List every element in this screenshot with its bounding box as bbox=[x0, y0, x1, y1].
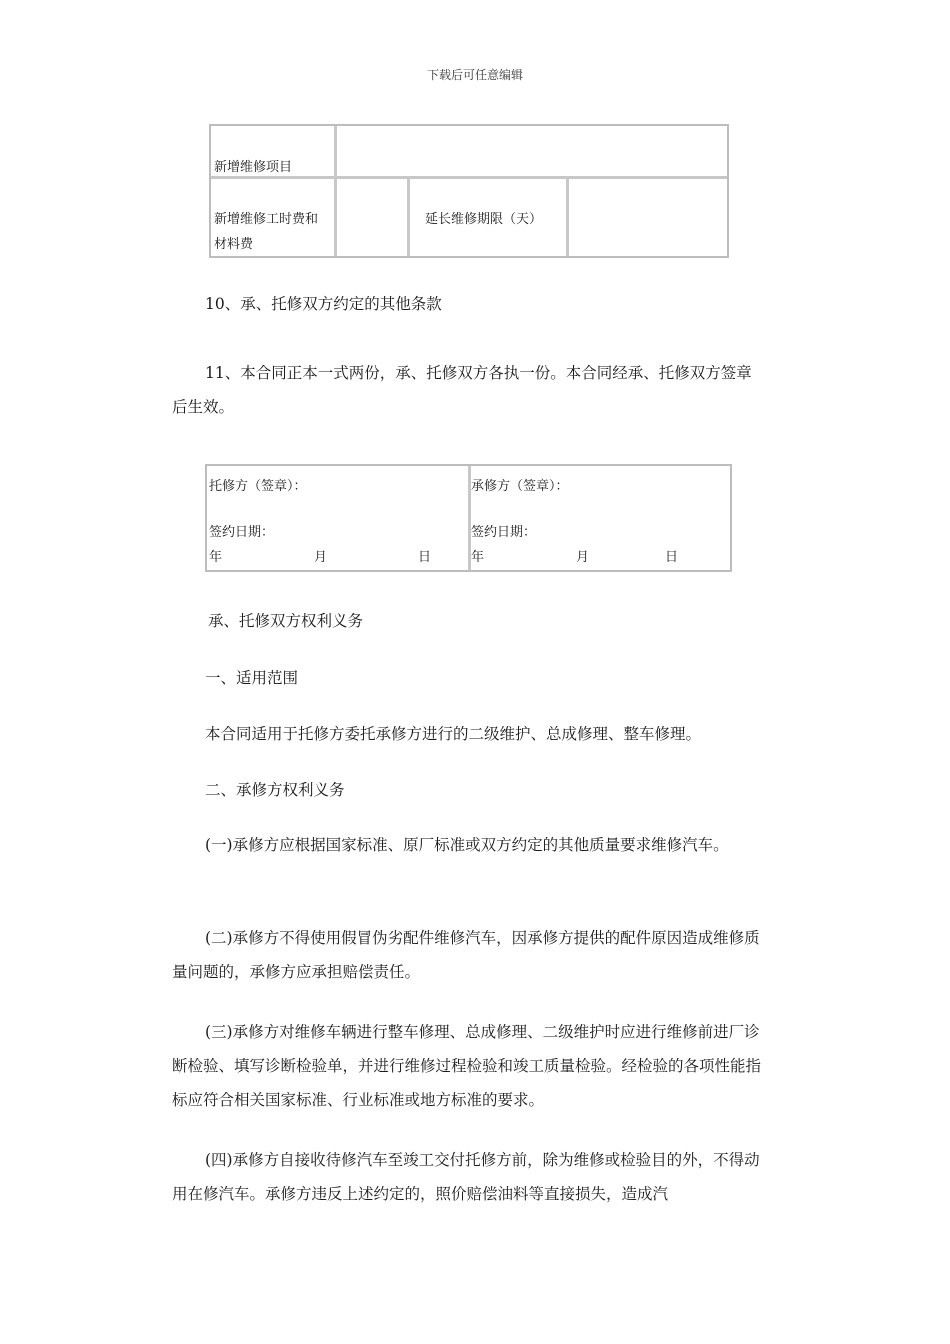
labor-material-label-1: 新增维修工时费和 bbox=[214, 212, 319, 227]
section-1-text: 本合同适用于托修方委托承修方进行的二级维护、总成修理、整车修理。 bbox=[205, 725, 702, 743]
repairer-year: 年 bbox=[471, 550, 485, 565]
labor-material-label-2: 材料费 bbox=[214, 237, 254, 252]
table-divider bbox=[211, 176, 727, 179]
item-2: (二)承修方不得使用假冒伪劣配件维修汽车，因承修方提供的配件原因造成维修质量问题的，承修方应承担赔偿责任。 bbox=[172, 929, 760, 981]
section-1-title: 一、适用范围 bbox=[205, 669, 299, 687]
item-1: (一)承修方应根据国家标准、原厂标准或双方约定的其他质量要求维修汽车。 bbox=[205, 836, 729, 854]
section-2-title: 二、承修方权利义务 bbox=[205, 781, 345, 799]
rights-title: 承、托修双方权利义务 bbox=[208, 612, 364, 630]
repairer-date-label: 签约日期： bbox=[471, 525, 537, 540]
repairer-day: 日 bbox=[665, 550, 679, 565]
header-note: 下载后可任意编辑 bbox=[426, 68, 523, 82]
table-divider bbox=[334, 126, 337, 256]
client-day: 日 bbox=[418, 550, 432, 565]
item-3: (三)承修方对维修车辆进行整车修理、总成修理、二级维护时应进行维修前进厂诊断检验、填写诊断检验单，并进行维修过程检验和竣工质量检验。经检验的各项性能指标应符合相关国家标准、行业标准或地方标准的要求。 bbox=[172, 1023, 762, 1109]
signature-table bbox=[205, 464, 732, 572]
table-divider bbox=[566, 178, 569, 256]
client-year: 年 bbox=[209, 550, 223, 565]
item-4: (四)承修方自接收待修汽车至竣工交付托修方前，除为维修或检验目的外，不得动用在修汽车。承修方违反上述约定的，照价赔偿油料等直接损失，造成汽 bbox=[172, 1151, 760, 1203]
clause-10: 10、承、托修双方约定的其他条款 bbox=[205, 295, 442, 313]
repairer-month: 月 bbox=[576, 550, 590, 565]
repairer-party-label: 承修方（签章）： bbox=[471, 479, 569, 494]
clause-11: 11、本合同正本一式两份，承、托修双方各执一份。本合同经承、托修双方签章后生效。 bbox=[172, 364, 752, 416]
client-month: 月 bbox=[314, 550, 328, 565]
client-date-label: 签约日期： bbox=[209, 525, 275, 540]
extend-period-label: 延长维修期限（天） bbox=[425, 212, 543, 227]
table-divider bbox=[407, 178, 410, 256]
client-party-label: 托修方（签章）： bbox=[209, 479, 307, 494]
new-items-label: 新增维修项目 bbox=[214, 160, 293, 175]
repair-items-table bbox=[209, 124, 729, 258]
